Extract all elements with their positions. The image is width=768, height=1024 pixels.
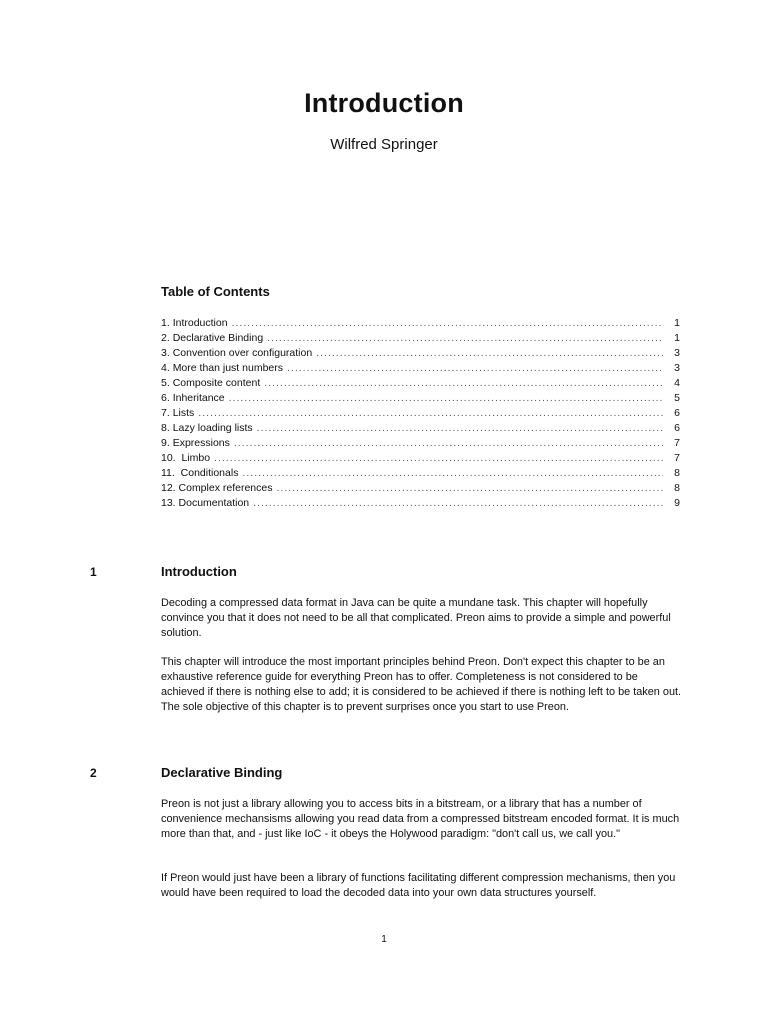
- toc-entry-page: 8: [674, 467, 680, 479]
- section-paragraph: This chapter will introduce the most important principles behind Preon. Don't expect this chapter to be an exhaustive reference guide for everything Preon has to offer. Completeness is not considered to be achieved if there is nothing else to add; it is considered to be achieved if there is nothing left to be taken out. The sole objective of this chapter is to prevent surprises once you start to use Preon.: [161, 656, 682, 713]
- section-heading: Introduction: [161, 564, 237, 579]
- toc-entry-label: More than just numbers: [172, 362, 283, 374]
- toc-dot-leader: [198, 406, 663, 421]
- document-author: Wilfred Springer: [330, 136, 438, 153]
- toc-entry-page: 4: [674, 377, 680, 389]
- toc-entry-label: Introduction: [172, 317, 228, 329]
- toc-entry-number: 6.: [161, 392, 173, 404]
- toc-dot-leader: [234, 436, 663, 451]
- toc-entry-page: 1: [674, 332, 680, 344]
- section-paragraph: If Preon would just have been a library of functions facilitating different compression mechanisms, then you would have been required to load the decoded data into your own data structures yourself.: [161, 872, 676, 899]
- toc-entry-number: 1.: [161, 317, 173, 329]
- toc-entry-label: Complex references: [178, 482, 273, 494]
- toc-entry-number: 3.: [161, 347, 173, 359]
- toc-dot-leader: [253, 496, 663, 511]
- toc-entry-page: 3: [674, 347, 680, 359]
- toc-dot-leader: [316, 346, 663, 361]
- toc-entry-page: 9: [674, 497, 680, 509]
- toc-entry-label: Inheritance: [172, 392, 225, 404]
- toc-dot-leader: [264, 376, 663, 391]
- toc-dot-leader: [232, 316, 663, 331]
- toc-entry-label: Documentation: [178, 497, 250, 509]
- toc-heading: Table of Contents: [161, 284, 270, 299]
- toc-entry-page: 7: [674, 452, 680, 464]
- toc-entry-label: Declarative Binding: [172, 332, 264, 344]
- toc-entry-page: 8: [674, 482, 680, 494]
- toc-entry-page: 6: [674, 422, 680, 434]
- table-of-contents: [161, 316, 680, 511]
- page-number: 1: [381, 934, 387, 945]
- toc-dot-leader: [257, 421, 663, 436]
- toc-entry-number: 2.: [161, 332, 173, 344]
- document-title: Introduction: [304, 88, 464, 118]
- toc-entry-number: 5.: [161, 377, 173, 389]
- section-paragraph: Decoding a compressed data format in Java can be quite a mundane task. This chapter will hopefully convince you that it does not need to be all that complicated. Preon aims to provide a simple and powerful solution.: [161, 597, 671, 639]
- toc-dot-leader: [287, 361, 663, 376]
- toc-entry-number: 4.: [161, 362, 173, 374]
- toc-entry-label: Lazy loading lists: [172, 422, 253, 434]
- toc-dot-leader: [229, 391, 663, 406]
- toc-entry-label: Limbo: [181, 452, 211, 464]
- toc-entry-page: 1: [674, 317, 680, 329]
- toc-entry-complex-references[interactable]: [161, 481, 680, 496]
- toc-entry-lazy-loading-lists[interactable]: [161, 421, 680, 436]
- toc-dot-leader: [242, 466, 663, 481]
- toc-entry-page: 3: [674, 362, 680, 374]
- toc-entry-number: 10.: [161, 452, 182, 464]
- toc-entry-page: 7: [674, 437, 680, 449]
- toc-entry-documentation[interactable]: [161, 496, 680, 511]
- toc-entry-number: 9.: [161, 437, 173, 449]
- toc-entry-page: 5: [674, 392, 680, 404]
- toc-entry-number: 8.: [161, 422, 173, 434]
- toc-entry-label: Lists: [172, 407, 195, 419]
- section-paragraph: Preon is not just a library allowing you to access bits in a bitstream, or a library that has a number of convenience mechansisms allowing you read data from a compressed bitstream encoded format. It is much more than that, and - just like IoC - it obeys the Holywood paradigm: "don't call us, we call you.": [161, 798, 680, 840]
- toc-entry-label: Convention over configuration: [172, 347, 313, 359]
- section-number: 2: [90, 766, 97, 780]
- toc-entry-label: Conditionals: [180, 467, 239, 479]
- toc-entry-page: 6: [674, 407, 680, 419]
- toc-entry-lists[interactable]: [161, 406, 680, 421]
- toc-entry-more-than-just-numbers[interactable]: [161, 361, 680, 376]
- toc-entry-declarative-binding[interactable]: [161, 331, 680, 346]
- toc-dot-leader: [267, 331, 663, 346]
- toc-entry-conditionals[interactable]: [161, 466, 680, 481]
- toc-entry-introduction[interactable]: [161, 316, 680, 331]
- toc-entry-label: Composite content: [172, 377, 261, 389]
- toc-entry-inheritance[interactable]: [161, 391, 680, 406]
- section-number: 1: [90, 565, 97, 579]
- toc-dot-leader: [214, 451, 663, 466]
- section-heading: Declarative Binding: [161, 765, 283, 780]
- toc-entry-number: 11.: [161, 467, 181, 479]
- toc-entry-expressions[interactable]: [161, 436, 680, 451]
- toc-entry-number: 7.: [161, 407, 173, 419]
- toc-entry-label: Expressions: [172, 437, 230, 449]
- toc-dot-leader: [276, 481, 663, 496]
- toc-entry-number: 13.: [161, 497, 179, 509]
- toc-entry-composite-content[interactable]: [161, 376, 680, 391]
- toc-entry-limbo[interactable]: [161, 451, 680, 466]
- toc-entry-number: 12.: [161, 482, 179, 494]
- toc-entry-convention-over-configuration[interactable]: [161, 346, 680, 361]
